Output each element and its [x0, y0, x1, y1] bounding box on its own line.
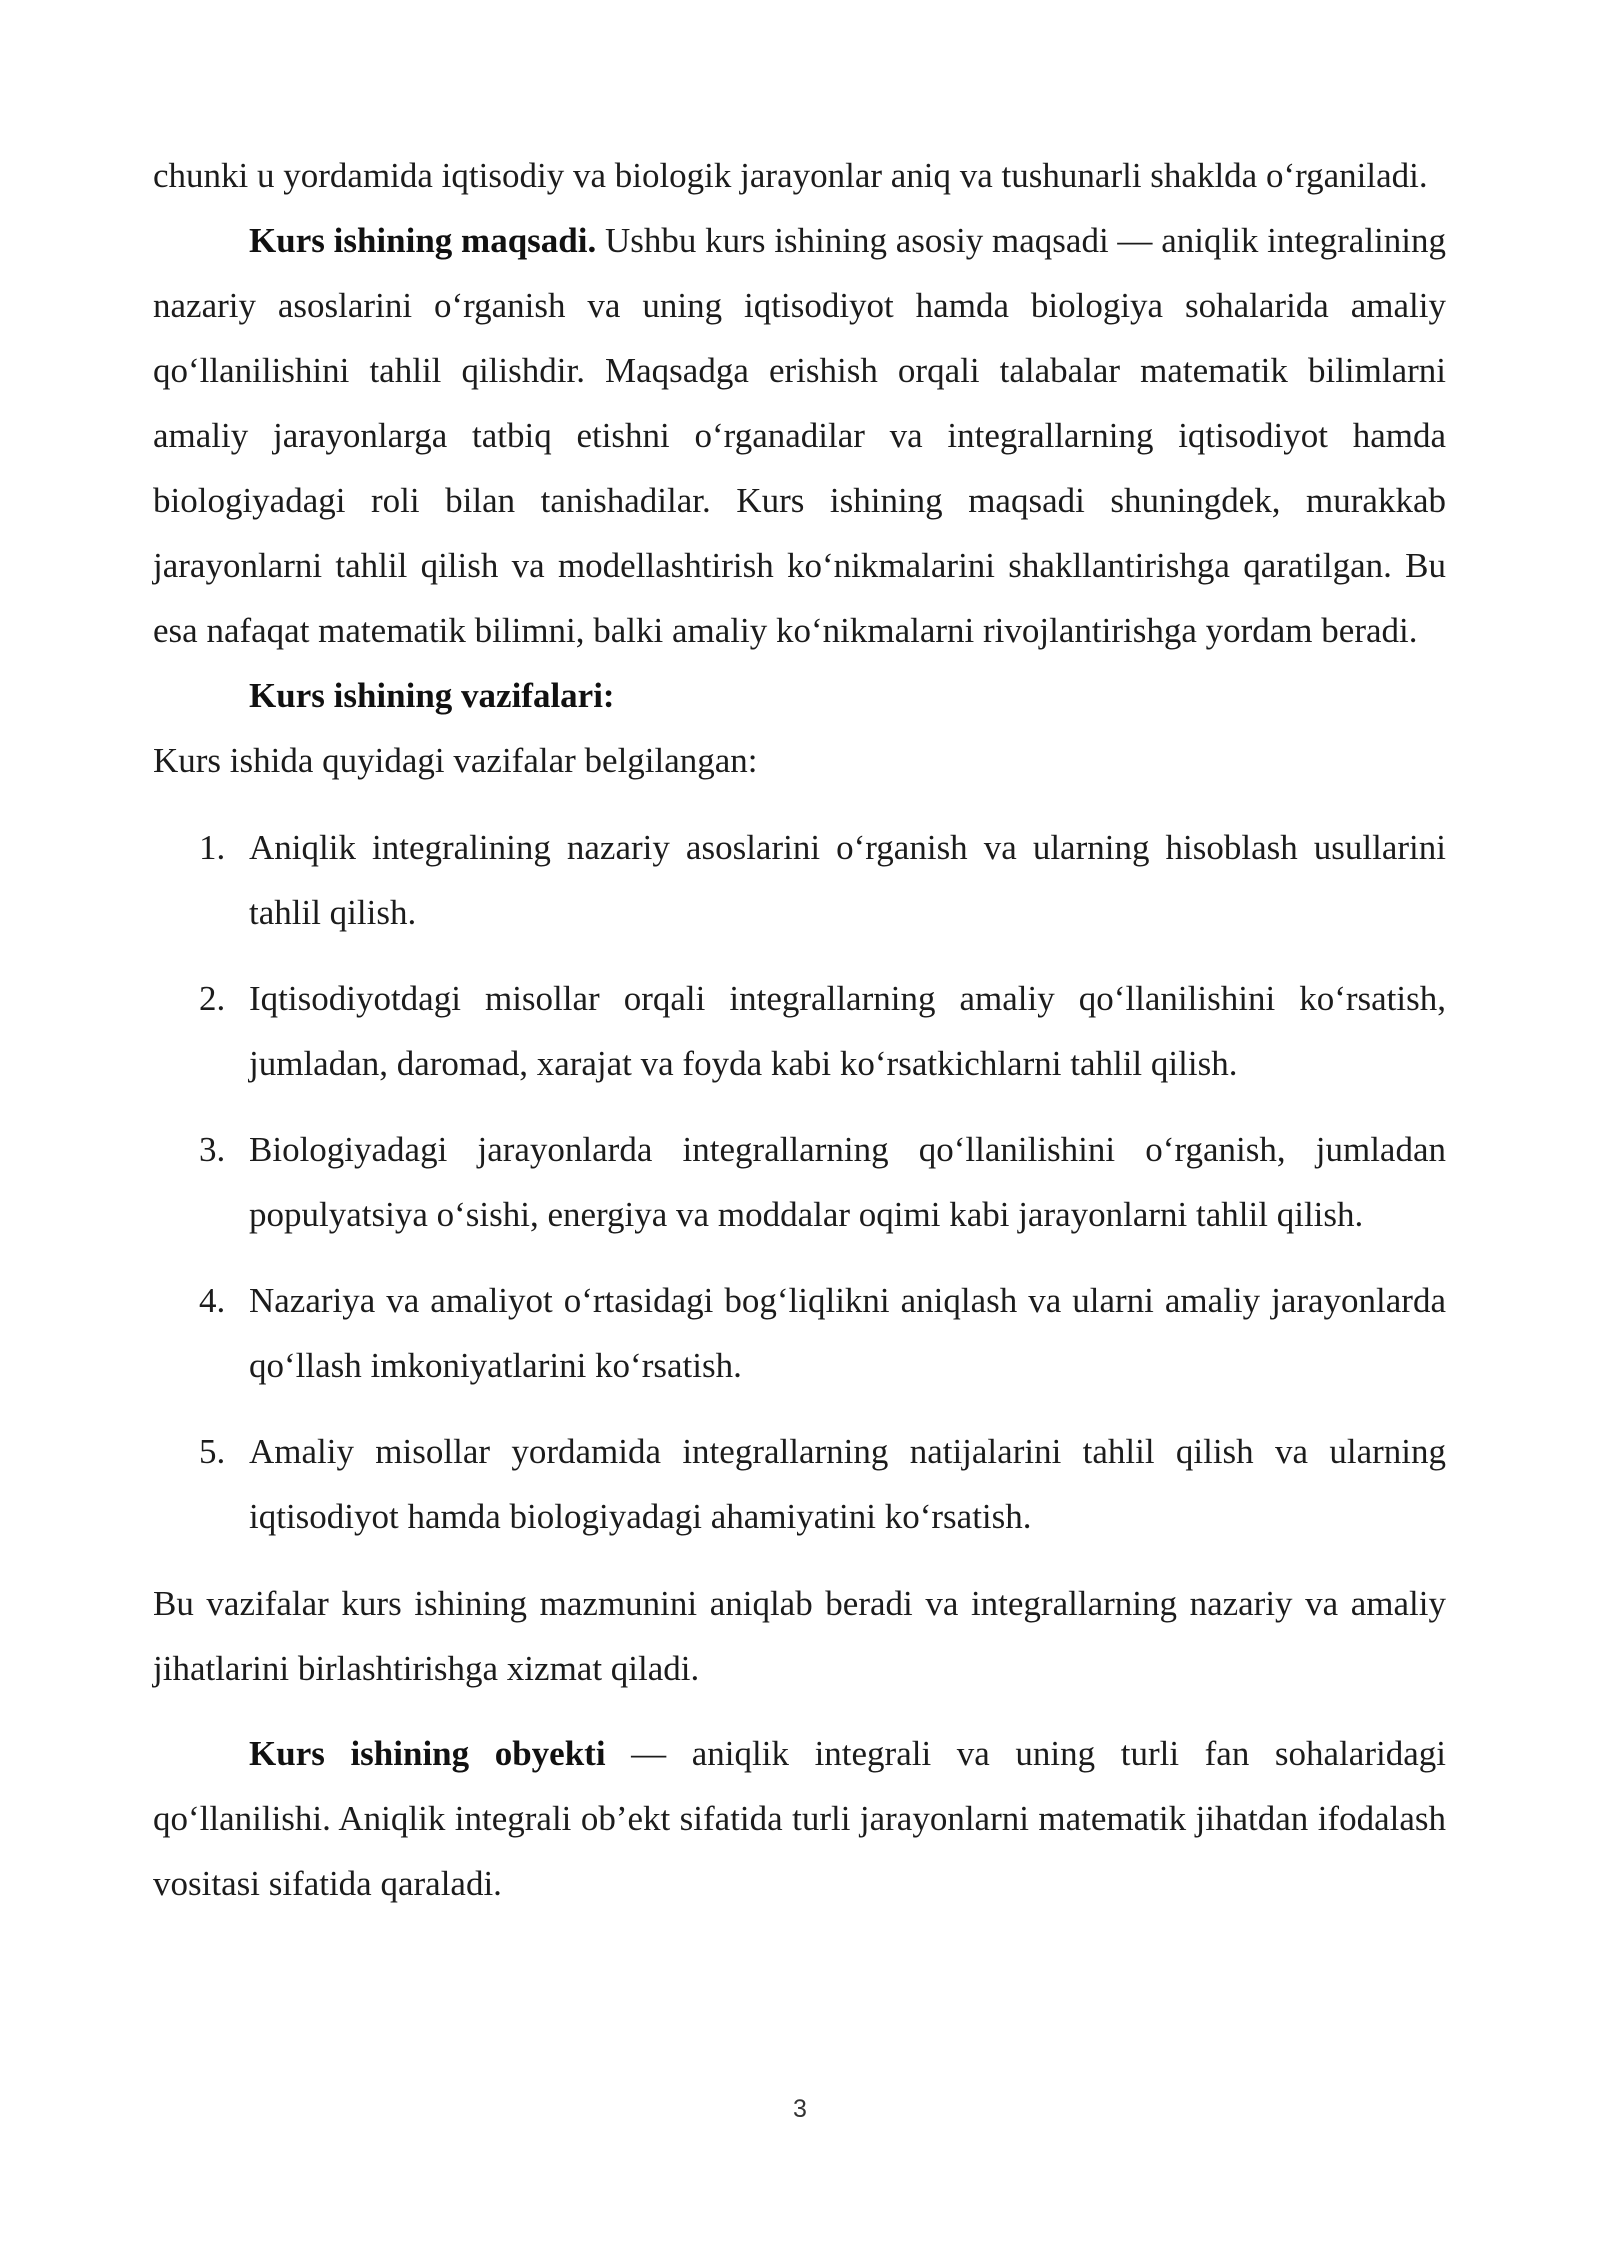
list-item [153, 1419, 1446, 1549]
object-paragraph [153, 1721, 1446, 1916]
list-item-text: Nazariya va amaliyot o‘rtasidagi bog‘liqlikni aniqlash va ularni amaliy jarayonlarda qo‘llash imkoniyatlarini ko‘rsatish. [249, 1281, 1446, 1385]
list-item [153, 1268, 1446, 1398]
tasks-heading: Kurs ishining vazifalari: [249, 676, 615, 715]
list-item [153, 1117, 1446, 1247]
list-item-text: Iqtisodiyotdagi misollar orqali integrallarning amaliy qo‘llanilishini ko‘rsatish, jumladan, daromad, xarajat va foyda kabi ko‘rsatkichlarni tahlil qilish. [249, 979, 1446, 1083]
tasks-heading-paragraph [153, 663, 1446, 728]
goal-text: Ushbu kurs ishining asosiy maqsadi — aniqlik integralining nazariy asoslarini o‘rganish va uning iqtisodiyot hamda biologiya sohalarida amaliy qo‘llanilishini tahlil qilishdir. Maqsadga erishish orqali talabalar matematik bilimlarni amaliy jarayonlarga tatbiq etishni o‘rganadilar va integrallarning iqtisodiyot hamda biologiyadagi roli bilan tanishadilar. Kurs ishining maqsadi shuningdek, murakkab jarayonlarni tahlil qilish va modellashtirish ko‘nikmalarini shakllantirishga qaratilgan. Bu esa nafaqat matematik bilimni, balki amaliy ko‘nikmalarni rivojlantirishga yordam beradi. [153, 221, 1447, 650]
list-item-number: 2. [199, 979, 226, 1018]
list-item-text: Biologiyadagi jarayonlarda integrallarning qo‘llanilishini o‘rganish, jumladan populyatsiya o‘sishi, energiya va moddalar oqimi kabi jarayonlarni tahlil qilish. [249, 1130, 1446, 1234]
list-item-number: 4. [199, 1281, 226, 1320]
list-item [153, 815, 1446, 945]
tasks-lead: Kurs ishida quyidagi vazifalar belgilangan: [153, 741, 758, 780]
list-item-text: Amaliy misollar yordamida integrallarning natijalarini tahlil qilish va ularning iqtisodiyot hamda biologiyadagi ahamiyatini ko‘rsatish. [249, 1432, 1446, 1536]
tasks-summary: Bu vazifalar kurs ishining mazmunini aniqlab beradi va integrallarning nazariy va amaliy jihatlarini birlashtirishga xizmat qiladi. [153, 1584, 1446, 1688]
object-heading: Kurs ishining obyekti [249, 1734, 606, 1773]
goal-paragraph [153, 208, 1446, 663]
list-item [153, 966, 1446, 1096]
page-number: 3 [793, 2095, 807, 2123]
list-item-number: 1. [199, 828, 226, 867]
goal-heading: Kurs ishining maqsadi. [249, 221, 597, 260]
list-item-text: Aniqlik integralining nazariy asoslarini o‘rganish va ularning hisoblash usullarini tahlil qilish. [249, 828, 1446, 932]
tasks-list [153, 815, 1446, 1549]
list-item-number: 3. [199, 1130, 226, 1169]
object-text: — aniqlik integrali va uning turli fan sohalaridagi qo‘llanilishi. Aniqlik integrali ob’ekt sifatida turli jarayonlarni matematik jihatdan ifodalash vositasi sifatida qaraladi. [153, 1734, 1446, 1903]
list-item-number: 5. [199, 1432, 226, 1471]
intro-paragraph: chunki u yordamida iqtisodiy va biologik jarayonlar aniq va tushunarli shaklda o‘rganiladi. [153, 156, 1428, 195]
